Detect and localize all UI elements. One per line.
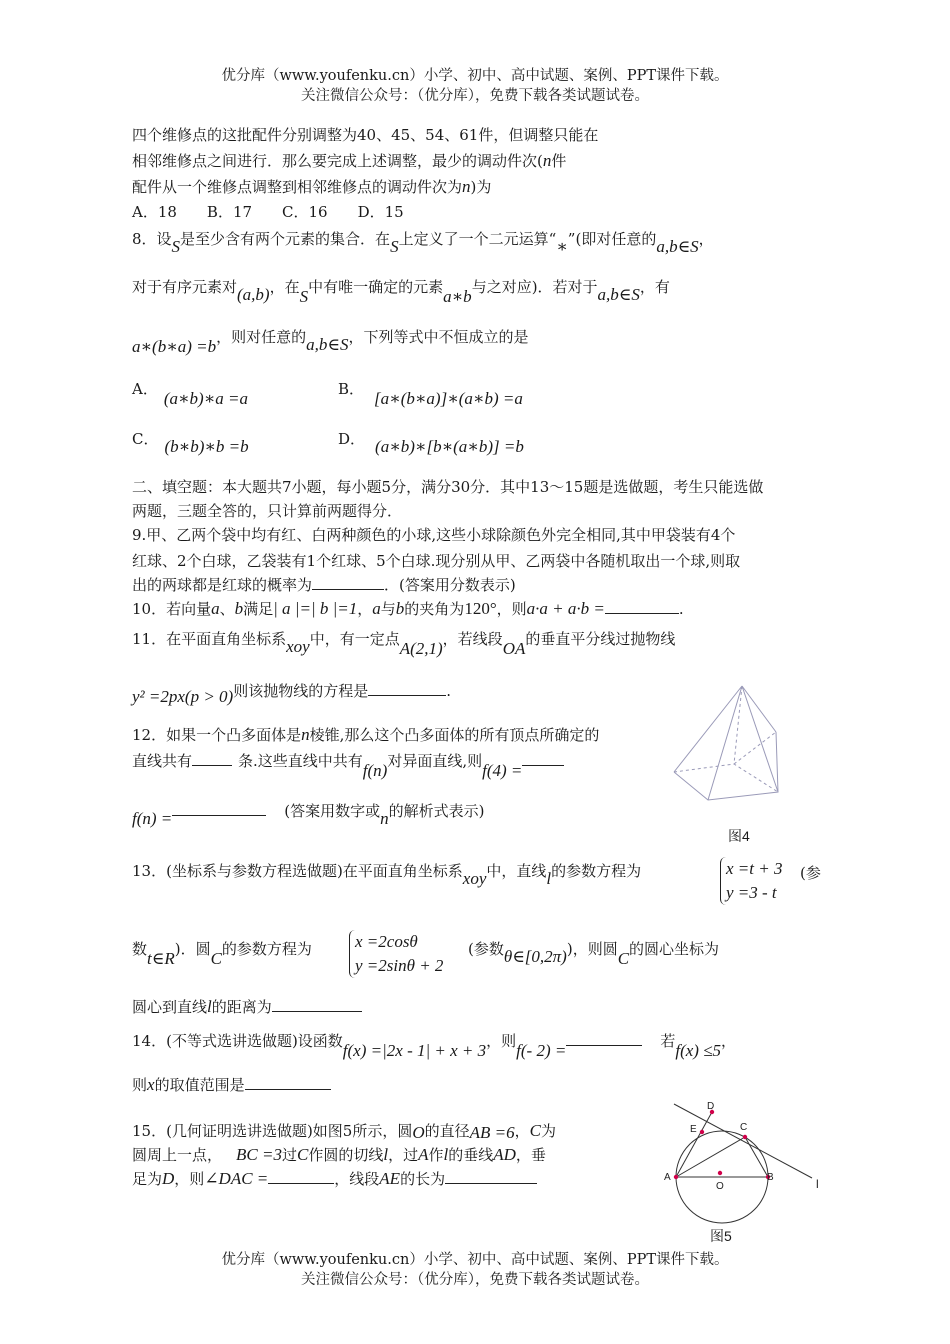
point-o	[718, 1171, 722, 1175]
q13-line-3: 圆心到直线l的距离为	[132, 996, 362, 1018]
q12-fn-blank[interactable]	[172, 801, 266, 816]
q11-line-2: y² =2px(p > 0)则该抛物线的方程是 .	[132, 682, 451, 706]
footer-line-1: 优分库（www.youfenku.cn）小学、初中、高中试题、案例、PPT课件下载。	[221, 1252, 729, 1268]
point-a	[674, 1175, 678, 1179]
label-l: l	[816, 1177, 819, 1191]
q12-f4-blank[interactable]	[522, 751, 564, 766]
q13-line-2-end: (参数θ∈[0,2π))，则圆C的圆心坐标为	[468, 940, 720, 968]
figure-4-pyramid	[668, 682, 788, 808]
q13-line-1-end: (参	[800, 864, 821, 882]
header-line-2: 关注微信公众号：（优分库），免费下载各类试题试卷。	[301, 88, 649, 104]
q15-line-3: 足为D，则∠DAC = ，线段AE的长为	[132, 1168, 537, 1190]
figure-5-circle	[660, 1100, 830, 1225]
q7-line-1: 四个维修点的这批配件分别调整为40、45、54、61件，但调整只能在	[132, 126, 599, 144]
header-line-1: 优分库（www.youfenku.cn）小学、初中、高中试题、案例、PPT课件下载。	[221, 68, 729, 84]
q7-line-3: 配件从一个维修点调整到相邻维修点的调动件次为n)为	[132, 177, 492, 196]
q10-answer-blank[interactable]	[605, 599, 679, 614]
q8-line-1: 8．设S是至少含有两个元素的集合．在S上定义了一个二元运算“∗”(即对任意的a,b∈S，	[132, 230, 714, 256]
q9-line-1: 9.甲、乙两个袋中均有红、白两种颜色的小球,这些小球除颜色外完全相同,其中甲袋装有4个	[132, 526, 736, 544]
q8-option-a: A． (a∗b)∗a =a	[132, 380, 248, 408]
q14-line-1: 14．(不等式选讲选做题)设函数f(x) =|2x - 1| + x + 3，则f(- 2) = 若f(x) ≤5，	[132, 1032, 737, 1060]
q11-line-1: 11．在平面直角坐标系xoy中，有一定点A(2,1)，若线段OA的垂直平分线过抛物线	[132, 630, 676, 658]
q12-line-1: 12．如果一个凸多面体是n棱锥,那么这个凸多面体的所有顶点所确定的	[132, 725, 600, 744]
q13-circle-param-system: x =2cosθ y =2sinθ + 2	[349, 930, 443, 978]
q13-line-1: 13．(坐标系与参数方程选做题)在平面直角坐标系xoy中，直线l的参数方程为	[132, 862, 642, 888]
q9-answer-blank[interactable]	[312, 575, 384, 590]
q13-line-2: 数t∈R)．圆C的参数方程为	[132, 940, 312, 968]
label-o: O	[716, 1181, 724, 1192]
q13-distance-blank[interactable]	[272, 997, 362, 1012]
figure-4-caption: 图4	[728, 828, 750, 844]
q14-range-blank[interactable]	[245, 1075, 331, 1090]
q7-line-2: 相邻维修点之间进行．那么要完成上述调整，最少的调动件次(n件	[132, 151, 567, 170]
q8-option-d: D． (a∗b)∗[b∗(a∗b)] =b	[338, 430, 524, 456]
q10-line: 10．若向量a、b满足| a |=| b |=1，a与b的夹角为120°，则a·a + a·b = .	[132, 599, 684, 618]
q14-line-2: 则x的取值范围是	[132, 1074, 331, 1096]
q11-answer-blank[interactable]	[368, 681, 446, 696]
q8-option-c: C． (b∗b)∗b =b	[132, 430, 249, 456]
q12-lines-blank[interactable]	[192, 751, 232, 766]
q15-line-1: 15．(几何证明选讲选做题)如图5所示，圆O的直径AB =6，C为	[132, 1121, 557, 1142]
label-d: D	[707, 1101, 715, 1112]
point-c	[743, 1135, 747, 1139]
figure-5-caption: 图5	[710, 1228, 732, 1244]
q15-line-2: 圆周上一点， BC =3过C作圆的切线l，过A作l的垂线AD，垂	[132, 1145, 546, 1164]
q8-line-2: 对于有序元素对(a,b)，在S中有唯一确定的元素a∗b与之对应)．若对于a,b∈S，有	[132, 278, 670, 306]
q15-angle-blank[interactable]	[268, 1169, 334, 1184]
q8-option-b: B． [a∗(b∗a)]∗(a∗b) =a	[338, 380, 523, 408]
q9-line-3: 出的两球都是红球的概率为 ．(答案用分数表示)	[132, 576, 516, 594]
q8-line-3: a∗(b∗a) =b，则对任意的a,b∈S，下列等式中不恒成立的是	[132, 328, 529, 356]
q12-line-3: f(n) = (答案用数字或n的解析式表示)	[132, 802, 485, 828]
q15-length-blank[interactable]	[445, 1169, 537, 1184]
point-e	[700, 1130, 704, 1134]
q7-options: A．18 B．17 C．16 D．15	[132, 203, 404, 221]
label-b: B	[767, 1172, 774, 1183]
q12-line-2: 直线共有 条.这些直线中共有f(n)对异面直线,则f(4) =	[132, 750, 564, 772]
label-e: E	[690, 1124, 697, 1135]
label-a: A	[664, 1172, 671, 1183]
section-2-line-2: 两题，三题全答的，只计算前两题得分．	[132, 502, 403, 520]
footer-line-2: 关注微信公众号：（优分库），免费下载各类试题试卷。	[301, 1272, 649, 1288]
q13-line-param-system: x =t + 3 y =3 - t	[720, 857, 782, 905]
section-2-line-1: 二、填空题：本大题共7小题，每小题5分，满分30分．其中13～15题是选做题，考生只能选做	[132, 478, 764, 496]
label-c: C	[740, 1122, 748, 1133]
q9-line-2: 红球、2个白球，乙袋装有1个红球、5个白球.现分别从甲、乙两袋中各随机取出一个球,则取	[132, 552, 741, 570]
q14-value-blank[interactable]	[566, 1031, 642, 1046]
